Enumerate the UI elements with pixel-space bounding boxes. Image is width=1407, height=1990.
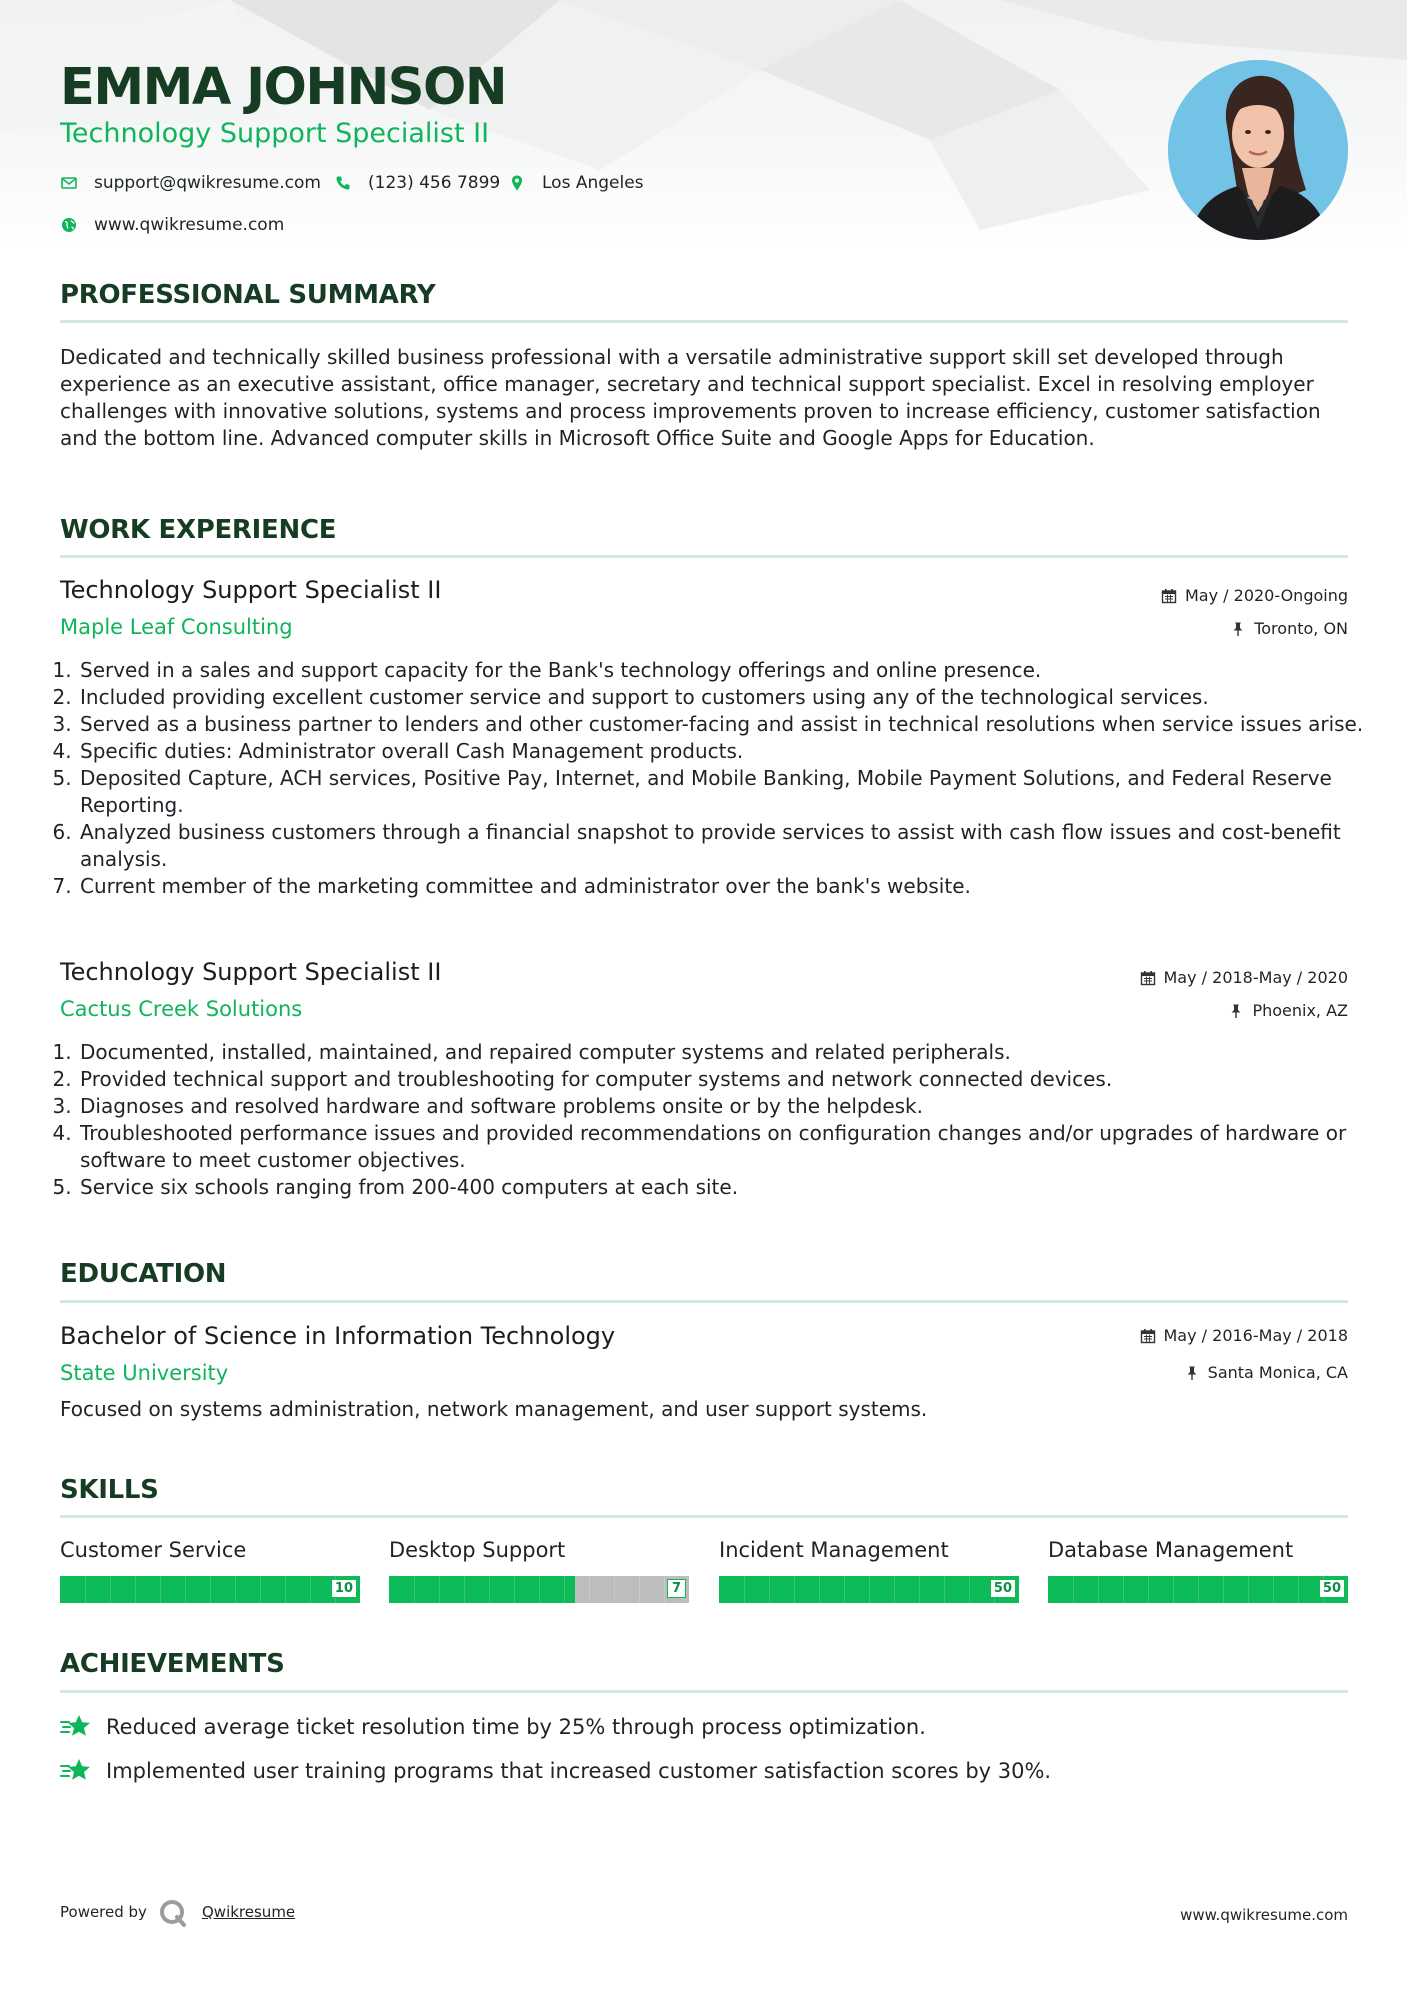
skill-bar-segment — [539, 1576, 540, 1603]
achievement-text: Implemented user training programs that increased customer satisfaction scores by 30%. — [106, 1759, 1052, 1783]
section-title-achievements: ACHIEVEMENTS — [60, 1649, 285, 1679]
list-item: 6. Analyzed business customers through a financial snapshot to provide services to assist with cash flow issues and cost-benefit analysis. — [78, 819, 1368, 873]
list-item: 1. Documented, installed, maintained, and repaired computer systems and related peripherals. — [78, 1039, 1368, 1066]
job-location — [1228, 1001, 1348, 1020]
skill-level-value: 50 — [1319, 1579, 1345, 1598]
skill-bar-segment — [1123, 1576, 1124, 1603]
job-company: Cactus Creek Solutions — [60, 997, 303, 1021]
calendar-icon — [1140, 970, 1156, 986]
skill-bar-segment — [1098, 1576, 1099, 1603]
job-responsibilities — [60, 657, 1368, 900]
envelope-icon — [60, 174, 78, 192]
skill-bar-segment — [235, 1576, 236, 1603]
footer-website[interactable]: www.qwikresume.com — [1180, 1906, 1348, 1924]
contact-website[interactable] — [60, 215, 284, 235]
education-dates-text: May / 2016-May / 2018 — [1163, 1326, 1348, 1345]
candidate-role: Technology Support Specialist II — [60, 118, 490, 149]
list-item: 2. Provided technical support and troubleshooting for computer systems and network connected devices. — [78, 1066, 1368, 1093]
qwikresume-logo-icon — [158, 1898, 188, 1928]
job-location-text: Toronto, ON — [1254, 619, 1348, 638]
skill-bar-segment — [614, 1576, 615, 1603]
list-item: 3. Served as a business partner to lenders and other customer-facing and assist in technical resolutions when service issues arise. — [78, 711, 1368, 738]
skill-bar-segment — [589, 1576, 590, 1603]
website-link[interactable]: www.qwikresume.com — [94, 215, 285, 235]
skill-level-bar — [389, 1576, 689, 1603]
phone-text: (123) 456 7899 — [368, 173, 501, 193]
contact-phone — [334, 173, 500, 193]
skill-bar-segment — [110, 1576, 111, 1603]
skill-bar-segment — [285, 1576, 286, 1603]
job-dates — [1140, 968, 1349, 987]
profile-photo — [1168, 60, 1348, 240]
section-title-summary: PROFESSIONAL SUMMARY — [60, 280, 436, 310]
section-divider — [60, 1515, 1348, 1518]
map-pin-icon — [508, 174, 526, 192]
achievement-item — [60, 1757, 1051, 1785]
pushpin-icon — [1184, 1365, 1200, 1381]
skill-bar-segment — [1223, 1576, 1224, 1603]
skill-level-bar — [1048, 1576, 1348, 1603]
skill-level-bar — [60, 1576, 360, 1603]
globe-icon — [60, 216, 78, 234]
education-description: Focused on systems administration, network management, and user support systems. — [60, 1397, 928, 1421]
skill-bar-segment — [439, 1576, 440, 1603]
skill-bar-segment — [310, 1576, 311, 1603]
skill-bar-segment — [639, 1576, 640, 1603]
skill-bar-segment — [185, 1576, 186, 1603]
skill-bar-segment — [1073, 1576, 1074, 1603]
skill-bar-segment — [819, 1576, 820, 1603]
skill-bar-segment — [1173, 1576, 1174, 1603]
powered-by-label: Powered by — [60, 1903, 147, 1921]
education-location-text: Santa Monica, CA — [1207, 1363, 1348, 1382]
list-item: 1. Served in a sales and support capacity for the Bank's technology offerings and online presence. — [78, 657, 1368, 684]
skill-bar-segment — [85, 1576, 86, 1603]
skill-bar-segment — [744, 1576, 745, 1603]
skill-name: Database Management — [1048, 1538, 1294, 1562]
skill-level-value: 7 — [667, 1579, 686, 1598]
summary-text: Dedicated and technically skilled business professional with a versatile administrative support skill set developed through experience as an executive assistant, office manager, secretary and technical support specialist. Excel in resolving employer challenges with innovative solutions, systems and process improvements proven to increase efficiency, customer satisfaction and the bottom line. Advanced computer skills in Microsoft Office Suite and Google Apps for Education. — [60, 345, 1321, 450]
skill-bar-segment — [969, 1576, 970, 1603]
skill-bar-segment — [135, 1576, 136, 1603]
section-divider — [60, 555, 1348, 558]
profile-photo-illustration — [1168, 60, 1348, 240]
pushpin-icon — [1230, 621, 1246, 637]
skill-bar-segment — [489, 1576, 490, 1603]
list-item: 4. Troubleshooted performance issues and provided recommendations on configuration changes and/or upgrades of hardware or software to meet customer objectives. — [78, 1120, 1368, 1174]
job-title: Technology Support Specialist II — [60, 576, 442, 604]
education-location — [1184, 1363, 1348, 1382]
section-divider — [60, 1690, 1348, 1693]
school-name: State University — [60, 1361, 229, 1385]
section-divider — [60, 1300, 1348, 1303]
contact-location — [508, 173, 644, 193]
star-icon — [60, 1757, 92, 1785]
skill-bar-segment — [664, 1576, 665, 1603]
skill-bar-segment — [1298, 1576, 1299, 1603]
calendar-icon — [1140, 1328, 1156, 1344]
skill-bar-segment — [794, 1576, 795, 1603]
list-item: 7. Current member of the marketing committee and administrator over the bank's website. — [78, 873, 1368, 900]
skill-bar-segment — [769, 1576, 770, 1603]
skill-level-fill — [389, 1576, 575, 1603]
degree-title: Bachelor of Science in Information Technology — [60, 1322, 616, 1350]
section-title-education: EDUCATION — [60, 1259, 227, 1289]
achievement-text: Reduced average ticket resolution time by 25% through process optimization. — [106, 1715, 926, 1739]
skill-bar-segment — [1198, 1576, 1199, 1603]
list-item: 5. Deposited Capture, ACH services, Positive Pay, Internet, and Mobile Banking, Mobile Payment Solutions, and Federal Reserve Reporting. — [78, 765, 1368, 819]
skill-level-bar — [719, 1576, 1019, 1603]
skill-bar-segment — [1248, 1576, 1249, 1603]
list-item: 3. Diagnoses and resolved hardware and software problems onsite or by the helpdesk. — [78, 1093, 1368, 1120]
skill-bar-segment — [944, 1576, 945, 1603]
phone-icon — [334, 174, 352, 192]
skill-level-value: 10 — [331, 1579, 357, 1598]
skill-name: Incident Management — [719, 1538, 949, 1562]
achievement-item — [60, 1713, 926, 1741]
job-dates-text: May / 2018-May / 2020 — [1163, 968, 1348, 987]
email-link[interactable]: support@qwikresume.com — [94, 173, 321, 193]
section-title-experience: WORK EXPERIENCE — [60, 515, 337, 545]
skill-bar-segment — [1148, 1576, 1149, 1603]
skill-bar-segment — [210, 1576, 211, 1603]
skill-bar-segment — [160, 1576, 161, 1603]
skill-bar-segment — [844, 1576, 845, 1603]
job-dates — [1161, 586, 1348, 605]
job-dates-text: May / 2020-Ongoing — [1185, 586, 1348, 605]
star-icon — [60, 1713, 92, 1741]
candidate-name: EMMA JOHNSON — [60, 58, 507, 117]
job-company: Maple Leaf Consulting — [60, 615, 293, 639]
skill-bar-segment — [464, 1576, 465, 1603]
education-dates — [1140, 1326, 1349, 1345]
skill-name: Desktop Support — [389, 1538, 566, 1562]
pushpin-icon — [1228, 1003, 1244, 1019]
skill-bar-segment — [919, 1576, 920, 1603]
job-location-text: Phoenix, AZ — [1252, 1001, 1348, 1020]
job-title: Technology Support Specialist II — [60, 958, 442, 986]
qwikresume-link[interactable]: Qwikresume — [202, 1903, 296, 1921]
skill-bar-segment — [414, 1576, 415, 1603]
location-text: Los Angeles — [542, 173, 644, 193]
section-divider — [60, 320, 1348, 323]
skill-bar-segment — [894, 1576, 895, 1603]
list-item: 5. Service six schools ranging from 200-400 computers at each site. — [78, 1174, 1368, 1201]
skill-bar-segment — [564, 1576, 565, 1603]
job-location — [1230, 619, 1348, 638]
skill-level-value: 50 — [990, 1579, 1016, 1598]
skill-bar-segment — [1273, 1576, 1274, 1603]
section-title-skills: SKILLS — [60, 1475, 159, 1505]
skill-name: Customer Service — [60, 1538, 247, 1562]
job-responsibilities — [60, 1039, 1368, 1201]
skill-bar-segment — [514, 1576, 515, 1603]
list-item: 4. Specific duties: Administrator overall Cash Management products. — [78, 738, 1368, 765]
calendar-icon — [1161, 588, 1177, 604]
contact-email[interactable] — [60, 173, 321, 193]
skill-bar-segment — [260, 1576, 261, 1603]
skill-bar-segment — [869, 1576, 870, 1603]
list-item: 2. Included providing excellent customer service and support to customers using any of the technological services. — [78, 684, 1368, 711]
